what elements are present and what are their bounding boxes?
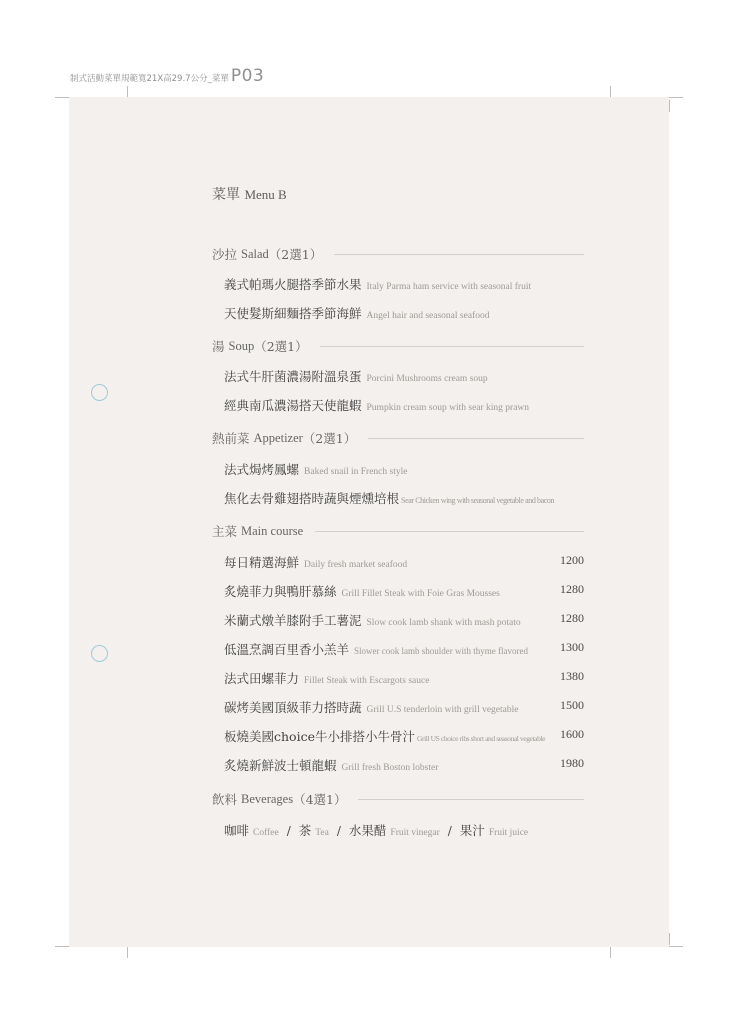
item-price: 1980: [560, 756, 584, 770]
menu-item: [224, 553, 584, 571]
beverage-name-zh: 水果醋: [348, 823, 387, 838]
beverage-list: [224, 820, 528, 839]
item-price: 1500: [560, 698, 584, 712]
menu-item: [224, 611, 584, 629]
beverage-name-en: Coffee: [253, 828, 279, 838]
section-title-en: Appetizer: [253, 430, 303, 445]
section-divider: [368, 438, 584, 439]
section-main: [212, 522, 584, 540]
item-name-zh: 天使髮斯細麵搭季節海鮮: [224, 306, 362, 321]
section-divider: [334, 254, 584, 255]
crop-mark: [127, 86, 128, 97]
item-name-zh: 義式帕瑪火腿搭季節水果: [224, 277, 362, 292]
item-name-zh: 炙燒菲力與鴨肝慕絲: [224, 584, 337, 599]
item-name-zh: 板燒美國choice牛小排搭小牛骨汁: [224, 729, 415, 744]
menu-item: [224, 304, 584, 322]
item-name-zh: 焦化去骨雞翅搭時蔬與煙燻培根: [224, 491, 400, 506]
item-name-zh: 法式焗烤鳳螺: [224, 462, 300, 477]
section-divider: [358, 799, 584, 800]
item-name-en: Grill Fillet Steak with Foie Gras Mousses: [341, 589, 500, 599]
menu-item: [224, 640, 584, 658]
menu-title-zh: 菜單: [212, 187, 240, 203]
section-title-zh: 飲料: [212, 792, 238, 807]
item-name-en: Italy Parma ham service with seasonal fruit: [366, 282, 532, 292]
section-soup: [212, 337, 584, 355]
item-name-zh: 碳烤美國頂級菲力搭時蔬: [224, 700, 362, 715]
item-name-en: Daily fresh market seafood: [304, 560, 408, 570]
section-title-en: Salad: [241, 246, 269, 261]
section-title-en: Soup: [228, 338, 255, 353]
section-choice: （2選1）: [302, 431, 357, 446]
beverage-name-en: Tea: [315, 828, 329, 838]
beverage-name-zh: 茶: [298, 823, 312, 838]
beverage-name-zh: 咖啡: [224, 823, 250, 838]
spec-text: 制式活動菜單規範寬21X高29.7公分_菜單: [70, 74, 229, 84]
item-name-en: Baked snail in French style: [304, 467, 408, 477]
crop-mark: [55, 97, 69, 98]
item-name-en: Sear Chicken wing with seasonal vegetable and bacon: [401, 496, 555, 505]
menu-item: [224, 669, 584, 687]
item-name-en: Grill U.S tenderloin with grill vegetable: [366, 705, 519, 715]
menu-item: [224, 582, 584, 600]
section-title-en: Beverages: [241, 791, 294, 806]
crop-mark: [669, 97, 683, 98]
item-price: 1300: [560, 640, 584, 654]
menu-item: [224, 489, 584, 507]
section-salad: [212, 245, 584, 263]
section-title-zh: 主菜: [212, 524, 238, 539]
beverage-separator: /: [447, 824, 452, 838]
menu-title: [212, 184, 287, 204]
beverage-separator: /: [336, 824, 341, 838]
item-price: 1200: [560, 553, 584, 567]
section-divider: [320, 346, 584, 347]
section-title-zh: 熱前菜: [212, 431, 250, 446]
menu-title-en: Menu B: [244, 187, 287, 202]
spec-header: [70, 66, 264, 86]
binder-hole-icon: [91, 384, 108, 401]
menu-item: [224, 756, 584, 774]
menu-item: [224, 460, 584, 478]
section-choice: （4選1）: [293, 792, 347, 807]
menu-item: [224, 727, 584, 745]
item-name-en: Grill US choice ribs short and seasonal vegetable: [416, 734, 546, 743]
section-appetizer: [212, 429, 584, 447]
menu-item: [224, 698, 584, 716]
page-number: P03: [230, 66, 265, 86]
section-choice: （2選1）: [268, 247, 323, 262]
item-name-zh: 經典南瓜濃湯搭天使龍蝦: [224, 398, 362, 413]
crop-mark: [669, 933, 670, 945]
section-choice: （2選1）: [254, 339, 308, 354]
section-beverages: [212, 790, 584, 808]
item-name-zh: 米蘭式燉羊膝附手工薯泥: [224, 613, 362, 628]
item-price: 1380: [560, 669, 584, 683]
crop-mark: [127, 947, 128, 958]
item-price: 1280: [560, 582, 584, 596]
item-name-en: Porcini Mushrooms cream soup: [366, 374, 488, 384]
item-name-en: Angel hair and seasonal seafood: [366, 311, 490, 321]
beverage-name-zh: 果汁: [459, 823, 485, 838]
crop-mark: [669, 946, 683, 947]
section-title-en: Main course: [241, 523, 304, 538]
section-title-zh: 湯: [212, 339, 225, 354]
item-name-zh: 每日精選海鮮: [224, 555, 300, 570]
item-price: 1280: [560, 611, 584, 625]
item-name-zh: 炙燒新鮮波士頓龍蝦: [224, 758, 337, 773]
crop-mark: [669, 100, 670, 112]
item-name-en: Pumpkin cream soup with sear king prawn: [366, 403, 530, 413]
crop-mark: [610, 86, 611, 97]
menu-item: [224, 396, 584, 414]
item-name-en: Grill fresh Boston lobster: [341, 763, 439, 773]
section-divider: [315, 531, 584, 532]
crop-mark: [55, 946, 69, 947]
binder-hole-icon: [91, 645, 108, 662]
item-name-zh: 法式牛肝菌濃湯附溫泉蛋: [224, 369, 362, 384]
crop-mark: [610, 947, 611, 958]
item-name-en: Slower cook lamb shoulder with thyme flavored: [354, 646, 528, 656]
menu-item: [224, 367, 584, 385]
beverage-name-en: Fruit juice: [488, 828, 529, 838]
item-price: 1600: [560, 727, 584, 741]
beverage-separator: /: [286, 824, 291, 838]
item-name-en: Fillet Steak with Escargots sauce: [304, 676, 430, 686]
item-name-zh: 法式田螺菲力: [224, 671, 300, 686]
section-title-zh: 沙拉: [212, 247, 238, 262]
item-name-zh: 低溫烹調百里香小羔羊: [224, 642, 350, 657]
item-name-en: Slow cook lamb shank with mash potato: [366, 618, 521, 628]
menu-item: [224, 275, 584, 293]
beverage-name-en: Fruit vinegar: [390, 828, 440, 838]
